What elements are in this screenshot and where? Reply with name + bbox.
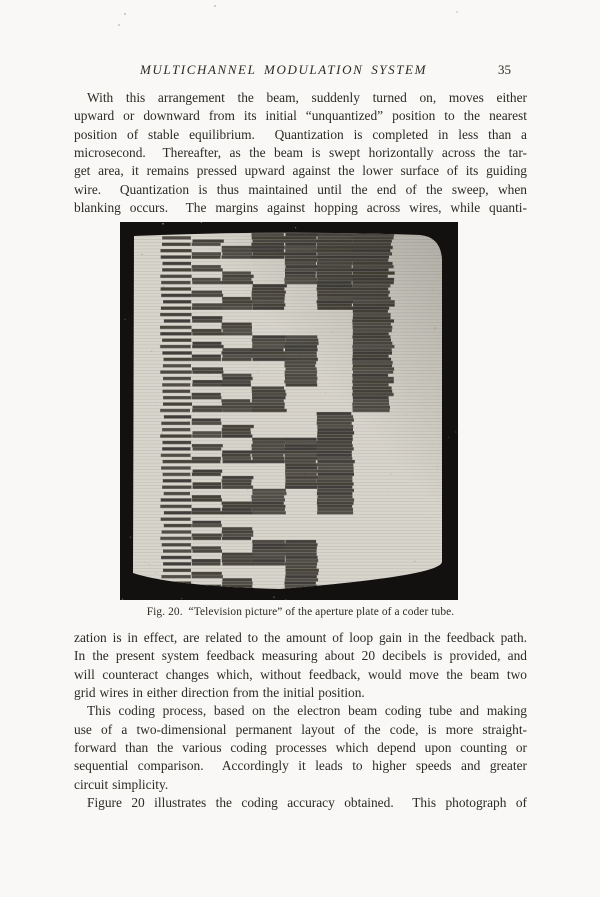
page-header: [74, 62, 527, 82]
text-line: wire. Quantization is thus maintained until the end of the sweep, when: [74, 181, 527, 197]
text-line: grid wires in either direction from the initial position.: [74, 685, 365, 701]
dust-speck: [214, 5, 216, 7]
text-line: upward or downward from its initial “unquantized” position to the nearest: [74, 108, 527, 124]
text-line: position of stable equilibrium. Quantization is completed in less than a: [74, 126, 527, 142]
paragraph-3: [74, 702, 527, 794]
paragraph-2: [74, 629, 527, 702]
dust-speck: [124, 13, 126, 15]
text-after-figure: [74, 629, 527, 812]
text-line: use of a two-dimensional permanent layout of the code, is more straight-: [74, 721, 527, 737]
text-line: will counteract changes which, without feedback, would move the beam two: [74, 666, 527, 682]
figure-photograph: [120, 222, 458, 600]
text-line: get area, it remains pressed upward against the lower surface of its guiding: [74, 163, 527, 179]
text-line: Figure 20 illustrates the coding accuracy obtained. This photograph of: [87, 795, 527, 811]
figure-caption: Fig. 20. “Television picture” of the aperture plate of a coder tube.: [146, 606, 455, 618]
text-line: circuit simplicity.: [74, 776, 169, 792]
dust-speck: [118, 24, 120, 26]
text-line: In the present system feedback measuring about 20 decibels is provided, and: [74, 648, 527, 664]
text-line: forward than the various coding processes which depend upon counting or: [74, 740, 527, 756]
page-number: 35: [498, 62, 511, 77]
text-line: sequential comparison. Accordingly it leads to higher speeds and greater: [74, 758, 527, 774]
text-line: zation is in effect, are related to the amount of loop gain in the feedback path.: [74, 630, 527, 645]
paragraph-1: [74, 89, 527, 217]
dust-speck: [456, 11, 458, 13]
text-line: This coding process, based on the electron beam coding tube and making: [87, 703, 527, 719]
running-head-title: MULTICHANNEL MODULATION SYSTEM: [139, 62, 428, 77]
text-line: With this arrangement the beam, suddenly turned on, moves either: [87, 90, 527, 105]
text-line: blanking occurs. The margins against hopping across wires, while quanti-: [74, 200, 527, 216]
text-line: microsecond. Thereafter, as the beam is swept horizontally across the tar-: [74, 145, 527, 161]
paragraph-4: [74, 794, 527, 812]
